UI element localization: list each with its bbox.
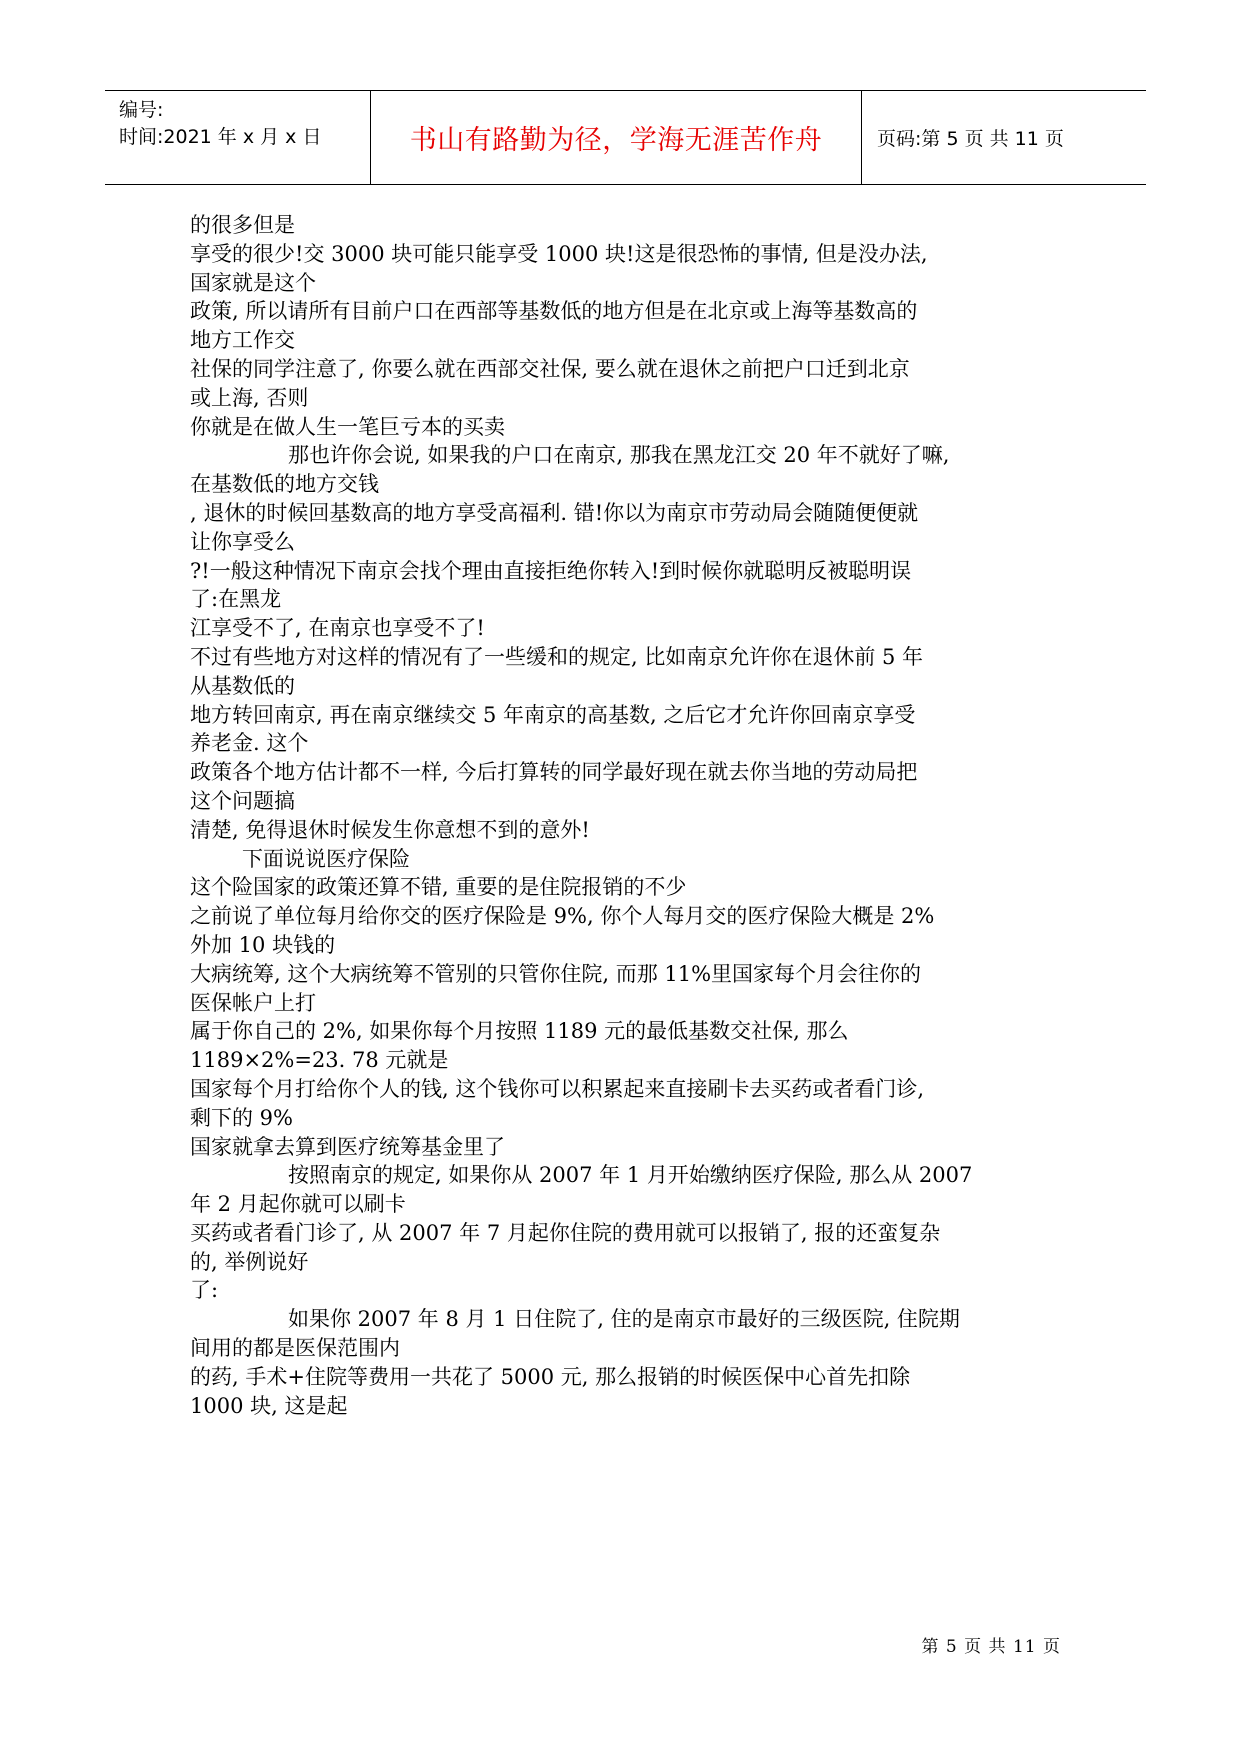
body-line: 地方工作交 bbox=[190, 328, 295, 353]
body-line: 剩下的 9% bbox=[190, 1105, 293, 1130]
body-line: 清楚, 免得退休时候发生你意想不到的意外! bbox=[190, 817, 590, 842]
body-line: 之前说了单位每月给你交的医疗保险是 9%, 你个人每月交的医疗保险大概是 2% bbox=[190, 904, 935, 929]
body-line: ?!一般这种情况下南京会找个理由直接拒绝你转入!到时候你就聪明反被聪明误 bbox=[190, 558, 912, 583]
body-line: 让你享受么 bbox=[190, 529, 295, 554]
header-page-number: 页码:第 5 页 共 11 页 bbox=[877, 128, 1064, 150]
body-line: 社保的同学注意了, 你要么就在西部交社保, 要么就在退休之前把户口迁到北京 bbox=[190, 356, 910, 381]
body-line: 这个险国家的政策还算不错, 重要的是住院报销的不少 bbox=[190, 875, 687, 900]
body-line: 政策各个地方估计都不一样, 今后打算转的同学最好现在就去你当地的劳动局把 bbox=[190, 760, 918, 785]
body-line: 医保帐户上打 bbox=[190, 990, 316, 1015]
header-motto: 书山有路勤为径，学海无涯苦作舟 bbox=[409, 125, 823, 156]
header-page-cell bbox=[861, 91, 1146, 184]
body-line: 江享受不了, 在南京也享受不了! bbox=[190, 616, 485, 641]
body-line: 养老金. 这个 bbox=[190, 731, 309, 756]
body-line: 政策, 所以请所有目前户口在西部等基数低的地方但是在北京或上海等基数高的 bbox=[190, 299, 918, 324]
body-line: 买药或者看门诊了, 从 2007 年 7 月起你住院的费用就可以报销了, 报的还蛮复杂 bbox=[190, 1220, 941, 1245]
body-line: 国家每个月打给你个人的钱, 这个钱你可以积累起来直接刷卡去买药或者看门诊, bbox=[190, 1076, 925, 1101]
body-line: 属于你自己的 2%, 如果你每个月按照 1189 元的最低基数交社保, 那么 bbox=[190, 1019, 849, 1044]
body-line: 你就是在做人生一笔巨亏本的买卖 bbox=[190, 414, 505, 439]
page-header bbox=[105, 90, 1146, 185]
document-body bbox=[190, 211, 1070, 1420]
body-line: 了: bbox=[190, 1278, 219, 1303]
body-line: 间用的都是医保范围内 bbox=[190, 1336, 400, 1361]
body-line: , 退休的时候回基数高的地方享受高福利. 错!你以为南京市劳动局会随随便便就 bbox=[190, 500, 919, 525]
body-line: 大病统筹, 这个大病统筹不管别的只管你住院, 而那 11%里国家每个月会往你的 bbox=[190, 961, 922, 986]
body-line: 的, 举例说好 bbox=[190, 1249, 309, 1274]
body-line: 享受的很少!交 3000 块可能只能享受 1000 块!这是很恐怖的事情, 但是没办法, bbox=[190, 241, 928, 266]
body-line: 在基数低的地方交钱 bbox=[190, 472, 379, 497]
body-line: 不过有些地方对这样的情况有了一些缓和的规定, 比如南京允许你在退休前 5 年 bbox=[190, 644, 924, 669]
body-line: 了:在黑龙 bbox=[190, 587, 282, 612]
body-line: 如果你 2007 年 8 月 1 日住院了, 住的是南京市最好的三级医院, 住院期 bbox=[288, 1307, 960, 1332]
body-line: 的很多但是 bbox=[190, 213, 295, 237]
body-line: 1000 块, 这是起 bbox=[190, 1393, 348, 1418]
body-line: 或上海, 否则 bbox=[190, 385, 309, 410]
body-line: 1189×2%=23. 78 元就是 bbox=[190, 1048, 449, 1073]
header-left-cell bbox=[105, 91, 370, 184]
body-line: 年 2 月起你就可以刷卡 bbox=[190, 1192, 406, 1217]
body-line: 按照南京的规定, 如果你从 2007 年 1 月开始缴纳医疗保险, 那么从 2007 bbox=[288, 1163, 973, 1188]
document-number-label: 编号: bbox=[119, 99, 164, 121]
document-time-label: 时间:2021 年 x 月 x 日 bbox=[119, 126, 322, 148]
body-line: 从基数低的 bbox=[190, 673, 295, 698]
body-line: 这个问题搞 bbox=[190, 788, 295, 813]
body-line: 国家就拿去算到医疗统筹基金里了 bbox=[190, 1134, 505, 1159]
section-heading: 下面说说医疗保险 bbox=[242, 846, 410, 871]
body-line: 的药, 手术+住院等费用一共花了 5000 元, 那么报销的时候医保中心首先扣除 bbox=[190, 1364, 911, 1389]
page-footer: 第 5 页 共 11 页 bbox=[921, 1637, 1061, 1657]
body-line: 那也许你会说, 如果我的户口在南京, 那我在黑龙江交 20 年不就好了嘛, bbox=[288, 443, 950, 468]
body-line: 外加 10 块钱的 bbox=[190, 932, 336, 957]
body-line: 地方转回南京, 再在南京继续交 5 年南京的高基数, 之后它才允许你回南京享受 bbox=[190, 702, 916, 727]
header-motto-cell bbox=[370, 91, 862, 184]
body-line: 国家就是这个 bbox=[190, 270, 316, 295]
